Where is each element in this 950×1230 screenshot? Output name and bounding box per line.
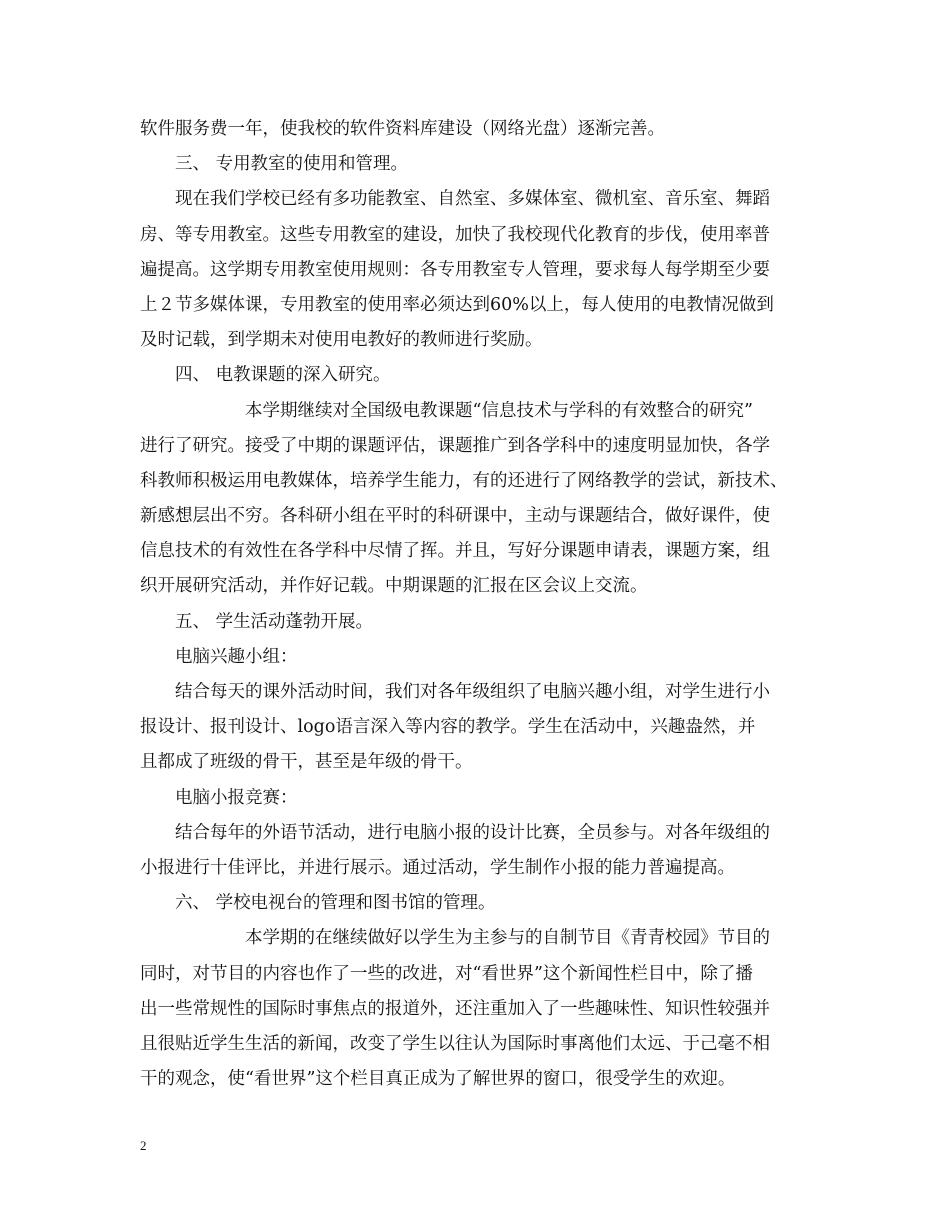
subheading: 电脑兴趣小组： [175, 646, 298, 667]
text-line: 软件服务费一年，使我校的软件资料库建设（网络光盘）逐渐完善。 [140, 119, 665, 139]
text-line: 结合每天的课外活动时间，我们对各年级组织了电脑兴趣小组，对学生进行小 [175, 682, 770, 702]
text-line: 上２节多媒体课，专用教室的使用率必须达到60%以上，每人使用的电教情况做到 [140, 294, 774, 315]
section-heading: 三、 专用教室的使用和管理。 [175, 154, 409, 175]
text-line: 干的观念，使“看世界”这个栏目真正成为了解世界的窗口，很受学生的欢迎。 [140, 1069, 736, 1090]
section-heading: 四、 电教课题的深入研究。 [175, 365, 391, 386]
text-line: 信息技术的有效性在各学科中尽情了挥。并且，写好分课题申请表，课题方案，组 [140, 541, 770, 562]
text-line: 现在我们学校已经有多功能教室、自然室、多媒体室、微机室、音乐室、舞蹈 [175, 189, 770, 210]
text-line: 且很贴近学生生活的新闻，改变了学生以往认为国际时事离他们太远、于己毫不相 [140, 1033, 770, 1054]
section-heading: 六、 学校电视台的管理和图书馆的管理。 [175, 893, 496, 914]
text-line: 新感想层出不穷。各科研小组在平时的科研课中，主动与课题结合，做好课件，使 [140, 506, 770, 527]
text-line: 进行了研究。接受了中期的课题评估，课题推广到各学科中的速度明显加快，各学 [140, 435, 770, 456]
text-line: 小报进行十佳评比，并进行展示。通过活动，学生制作小报的能力普遍提高。 [140, 857, 735, 878]
page-body [140, 112, 820, 1097]
text-line: 本学期继续对全国级电教课题“信息技术与学科的有效整合的研究” [245, 400, 753, 421]
subheading: 电脑小报竞赛： [175, 787, 298, 808]
text-line: 结合每年的外语节活动，进行电脑小报的设计比赛，全员参与。对各年级组的 [175, 822, 770, 843]
text-line: 本学期的在继续做好以学生为主参与的自制节目《青青校园》节目的 [245, 928, 770, 949]
text-line: 出一些常规性的国际时事焦点的报道外，还注重加入了一些趣味性、知识性较强并 [140, 998, 770, 1019]
page-number: 2 [140, 1138, 147, 1153]
text-line: 房、等专用教室。这些专用教室的建设，加快了我校现代化教育的步伐，使用率普 [140, 224, 770, 245]
text-line: 织开展研究活动，并作好记载。中期课题的汇报在区会议上交流。 [140, 576, 648, 597]
text-line: 且都成了班级的骨干，甚至是年级的骨干。 [140, 752, 473, 773]
section-heading: 五、 学生活动蓬勃开展。 [175, 611, 374, 632]
text-line: 科教师积极运用电教媒体，培养学生能力，有的还进行了网络教学的尝试，新技术、 [140, 470, 788, 491]
text-line: 报设计、报刊设计、logo语言深入等内容的教学。学生在活动中，兴趣盎然，并 [140, 717, 756, 738]
text-line: 同时，对节目的内容也作了一些的改进，对“看世界”这个新闻性栏目中，除了播 [140, 963, 753, 984]
text-line: 及时记载，到学期未对使用电教好的教师进行奖励。 [140, 330, 543, 351]
text-line: 遍提高。这学期专用教室使用规则：各专用教室专人管理，要求每人每学期至少要 [140, 259, 770, 280]
